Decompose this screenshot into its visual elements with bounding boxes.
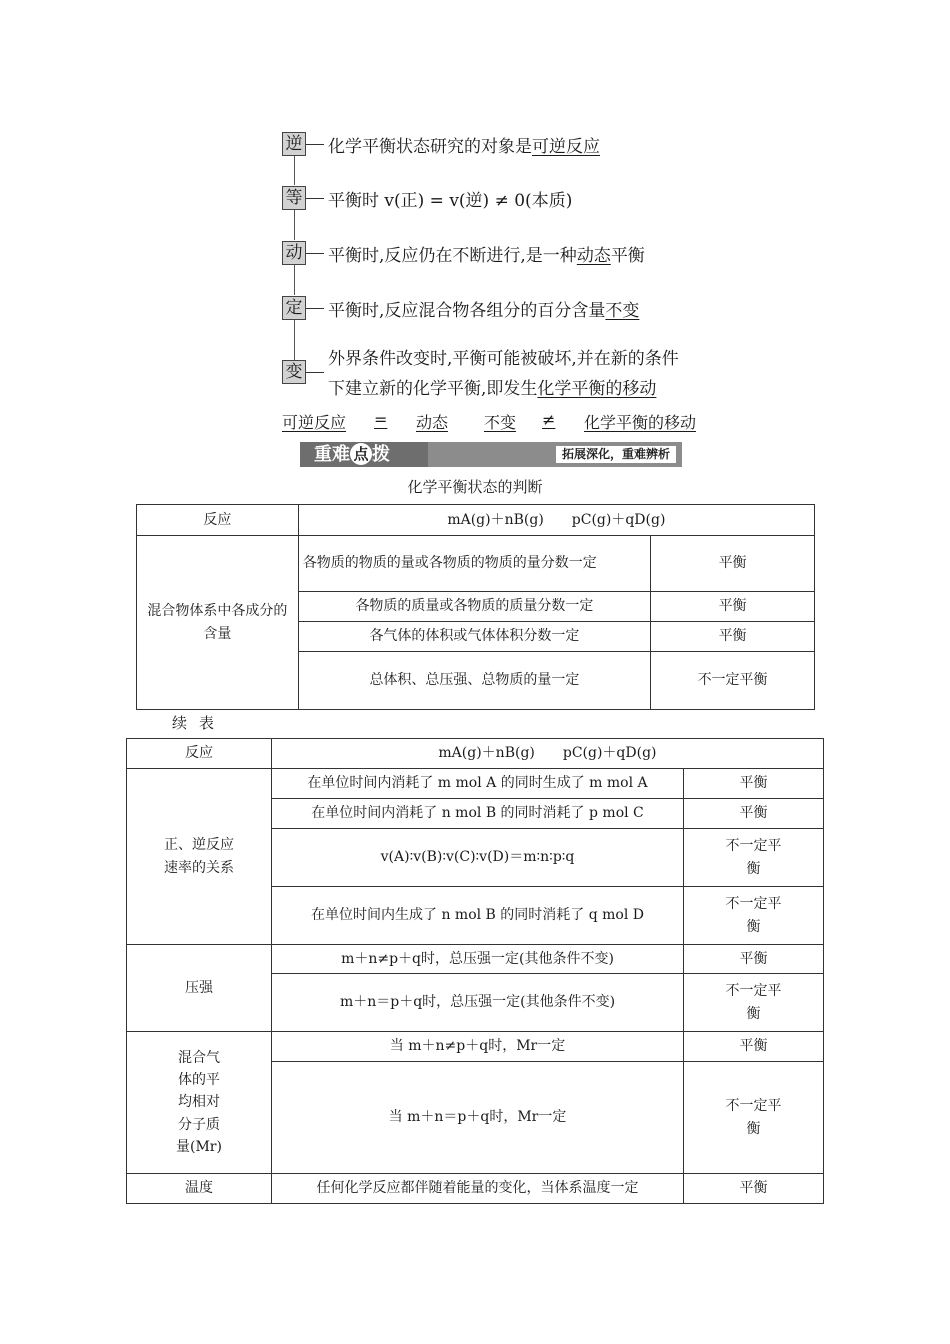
dash [306,198,324,199]
section-banner [300,442,682,467]
feature-answer: 化学平衡的移动 [537,379,657,399]
condition-cell: 任何化学反应都伴随着能量的变化，当体系温度一定 [271,1174,683,1204]
condition-cell: m＋n＝p＋q时，总压强一定(其他条件不变) [271,974,683,1032]
feature-text-line2 [328,374,656,399]
result-cell: 平衡 [651,536,815,592]
result-cell: 平衡 [684,1032,824,1062]
result-cell: 平衡 [684,769,824,799]
condition-cell: v(A)∶v(B)∶v(C)∶v(D)＝m∶n∶p∶q [271,829,683,887]
condition-cell: 各气体的体积或气体体积分数一定 [298,622,650,652]
feature-desc: 下建立新的化学平衡,即发生 [328,379,538,399]
dash [306,372,324,373]
connector-line [294,155,295,185]
connector-line [294,265,295,295]
answer-6: 化学平衡的移动 [584,413,697,432]
group-label: 混合气体的平均相对分子质量(Mr) [127,1032,272,1174]
feature-desc: 平衡时,反应混合物各组分的百分含量 [328,301,606,321]
feature-answer: 可逆反应 [532,137,600,157]
condition-cell: 总体积、总压强、总物质的量一定 [298,652,650,710]
feature-text [328,132,600,157]
feature-text-line1: 外界条件改变时,平衡可能被破坏,并在新的条件 [328,349,679,369]
connector-line [294,320,295,360]
result-cell: 不一定平衡 [651,652,815,710]
equilibrium-table-2 [126,738,824,1204]
group-label: 压强 [127,945,272,1032]
dash [306,253,324,254]
banner-title [300,442,428,467]
feature-text [328,241,645,266]
answer-2: = [374,410,388,429]
dash [306,308,324,309]
group-label: 正、逆反应速率的关系 [127,769,272,945]
condition-cell: 在单位时间内消耗了 n mol B 的同时消耗了 p mol C [271,799,683,829]
feature-answer: 动态 [576,246,611,266]
feature-char: 等 [282,186,306,210]
group-label: 温度 [127,1174,272,1204]
banner-title-b: 拨 [372,444,390,465]
feature-char: 变 [282,360,306,384]
result-cell: 平衡 [651,622,815,652]
header-reaction: 反应 [137,505,299,536]
result-cell: 平衡 [651,592,815,622]
condition-cell: 当 m＋n≠p＋q时，Mr一定 [271,1032,683,1062]
condition-cell: m＋n≠p＋q时，总压强一定(其他条件不变) [271,945,683,974]
result-cell: 平衡 [684,799,824,829]
condition-cell: 各物质的质量或各物质的质量分数一定 [298,592,650,622]
banner-dot: 点 [350,443,372,465]
answer-1: 可逆反应 [282,413,347,432]
group-label: 混合物体系中各成分的含量 [137,536,299,710]
dash [306,144,324,145]
feature-char: 逆 [282,132,306,156]
feature-text [328,296,639,321]
condition-cell: 各物质的物质的量或各物质的物质的量分数一定 [298,536,650,592]
result-cell: 平衡 [684,945,824,974]
answer-3: 动态 [416,413,449,432]
header-equation: mA(g)＋nB(g) pC(g)＋qD(g) [271,739,823,769]
result-cell: 不一定平衡 [684,1062,824,1174]
result-cell: 不一定平衡 [684,829,824,887]
feature-suffix: 平衡 [610,246,645,266]
connector-line [294,210,295,240]
feature-desc: 平衡时,反应仍在不断进行,是一种 [328,246,577,266]
condition-cell: 在单位时间内消耗了 m mol A 的同时生成了 m mol A [271,769,683,799]
header-equation: mA(g)＋nB(g) pC(g)＋qD(g) [298,505,814,536]
header-reaction: 反应 [127,739,272,769]
result-cell: 不一定平衡 [684,887,824,945]
result-cell: 平衡 [684,1174,824,1204]
equilibrium-table-1 [136,504,815,710]
feature-desc: 化学平衡状态研究的对象是 [328,137,532,157]
banner-title-a: 重难 [314,444,350,465]
table-title: 化学平衡状态的判断 [407,478,543,496]
feature-char: 动 [282,241,306,265]
condition-cell: 在单位时间内生成了 n mol B 的同时消耗了 q mol D [271,887,683,945]
feature-answer: 不变 [605,301,640,321]
continued-label: 续表 [172,714,227,732]
answer-5: ≠ [542,410,556,429]
banner-subtitle: 拓展深化，重难辨析 [556,446,676,463]
answer-4: 不变 [484,413,517,432]
condition-cell: 当 m＋n＝p＋q时，Mr一定 [271,1062,683,1174]
result-cell: 不一定平衡 [684,974,824,1032]
feature-text: 平衡时 v(正) = v(逆) ≠ 0(本质) [328,191,573,211]
feature-char: 定 [282,296,306,320]
